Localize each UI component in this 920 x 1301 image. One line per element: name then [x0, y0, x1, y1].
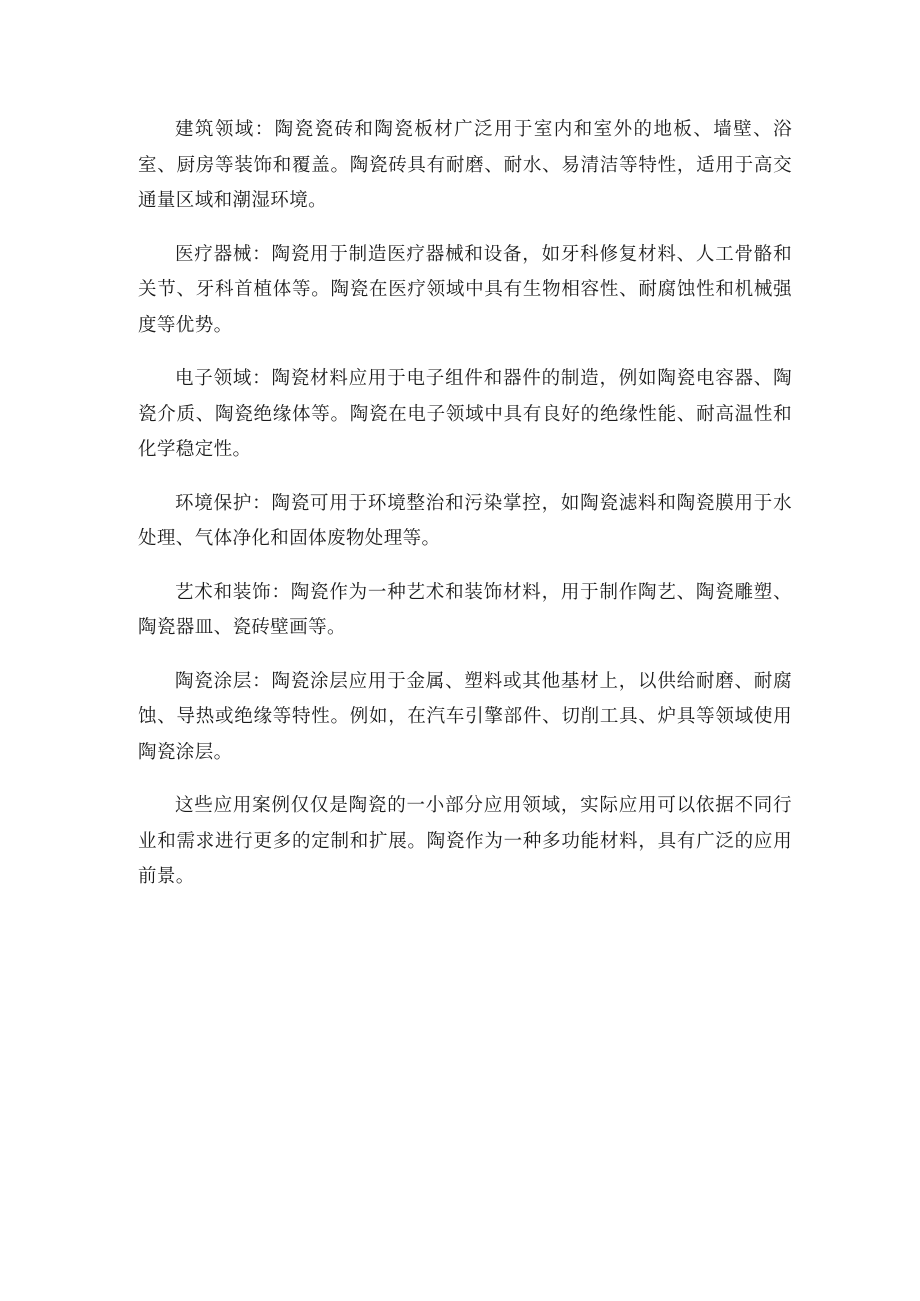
paragraph-environment: 环境保护：陶瓷可用于环境整治和污染掌控，如陶瓷滤料和陶瓷膜用于水处理、气体净化和固体废物处理等。 [138, 492, 792, 549]
paragraph-electronics: 电子领域：陶瓷材料应用于电子组件和器件的制造，例如陶瓷电容器、陶瓷介质、陶瓷绝缘体等。陶瓷在电子领域中具有良好的绝缘性能、耐高温性和化学稳定性。 [138, 368, 792, 460]
paragraph-construction: 建筑领域：陶瓷瓷砖和陶瓷板材广泛用于室内和室外的地板、墙壁、浴室、厨房等装饰和覆盖。陶瓷砖具有耐磨、耐水、易清洁等特性，适用于高交通量区域和潮湿环境。 [138, 119, 792, 211]
paragraph-ceramic-coating: 陶瓷涂层：陶瓷涂层应用于金属、塑料或其他基材上，以供给耐磨、耐腐蚀、导热或绝缘等特性。例如，在汽车引擎部件、切削工具、炉具等领域使用陶瓷涂层。 [138, 670, 792, 763]
paragraph-art-decoration: 艺术和装饰：陶瓷作为一种艺术和装饰材料，用于制作陶艺、陶瓷雕塑、陶瓷器皿、瓷砖壁画等。 [138, 581, 792, 638]
paragraph-conclusion: 这些应用案例仅仅是陶瓷的一小部分应用领域，实际应用可以依据不同行业和需求进行更多的定制和扩展。陶瓷作为一种多功能材料，具有广泛的应用前景。 [138, 795, 792, 887]
paragraph-medical-devices: 医疗器械：陶瓷用于制造医疗器械和设备，如牙科修复材料、人工骨骼和关节、牙科首植体等。陶瓷在医疗领域中具有生物相容性、耐腐蚀性和机械强度等优势。 [138, 243, 792, 336]
document-body [138, 112, 792, 913]
